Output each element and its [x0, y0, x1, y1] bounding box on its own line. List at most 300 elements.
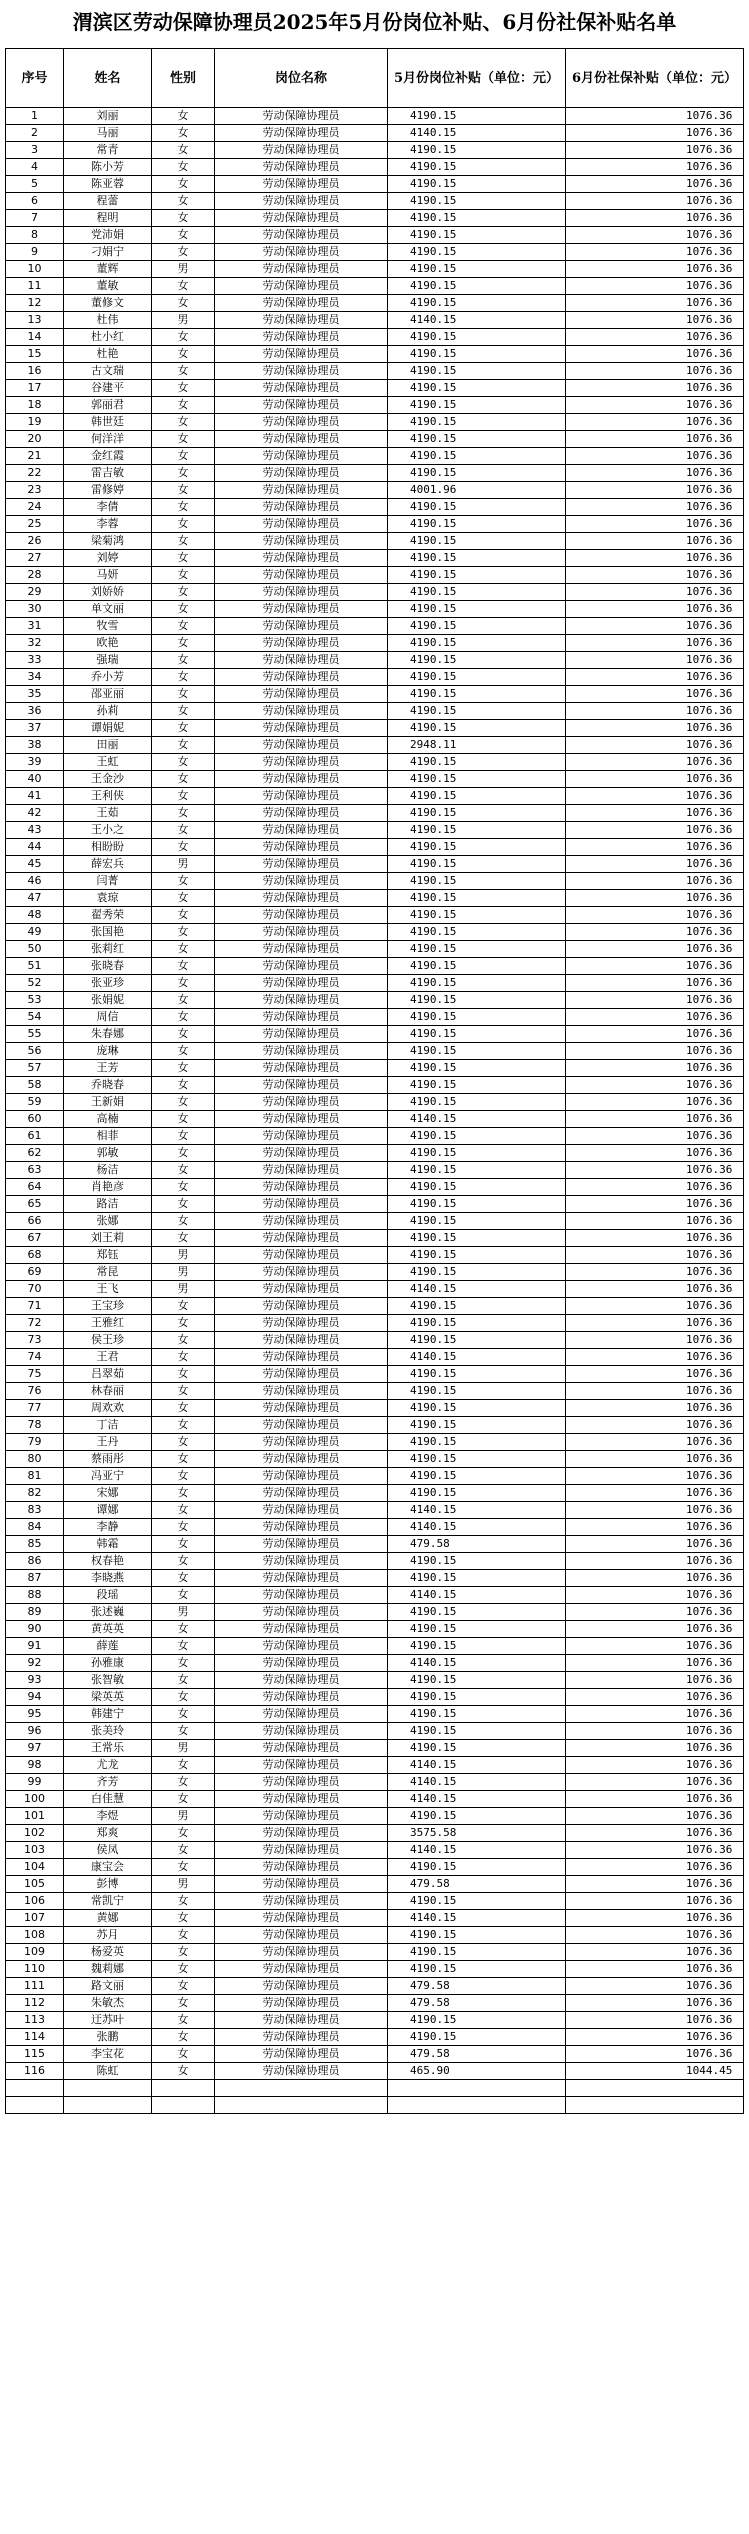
cell-name: 黄英英	[64, 1621, 152, 1638]
cell-june-social-subsidy: 1076.36	[566, 1196, 744, 1213]
cell-may-post-subsidy: 4140.15	[388, 1757, 566, 1774]
cell-name: 董敏	[64, 278, 152, 295]
table-row	[6, 754, 744, 771]
cell-june-social-subsidy: 1076.36	[566, 1604, 744, 1621]
cell-position: 劳动保障协理员	[215, 822, 388, 839]
table-row	[6, 2012, 744, 2029]
cell-index: 58	[6, 1077, 64, 1094]
cell-june-social-subsidy: 1076.36	[566, 142, 744, 159]
cell-name: 权春艳	[64, 1553, 152, 1570]
table-row	[6, 414, 744, 431]
cell-may-post-subsidy: 4190.15	[388, 176, 566, 193]
cell-name: 刘王莉	[64, 1230, 152, 1247]
cell-gender: 女	[152, 1077, 215, 1094]
cell-name: 常青	[64, 142, 152, 159]
table-row	[6, 890, 744, 907]
cell-index: 67	[6, 1230, 64, 1247]
cell-may-post-subsidy: 4190.15	[388, 261, 566, 278]
table-row	[6, 1876, 744, 1893]
cell-name: 董修文	[64, 295, 152, 312]
cell-position: 劳动保障协理员	[215, 1774, 388, 1791]
cell-june-social-subsidy: 1076.36	[566, 1026, 744, 1043]
cell-position: 劳动保障协理员	[215, 635, 388, 652]
cell-june-social-subsidy: 1076.36	[566, 1740, 744, 1757]
cell-may-post-subsidy: 4140.15	[388, 1842, 566, 1859]
cell-index: 55	[6, 1026, 64, 1043]
cell-index: 30	[6, 601, 64, 618]
cell-may-post-subsidy: 4140.15	[388, 1910, 566, 1927]
table-row	[6, 873, 744, 890]
cell-position: 劳动保障协理员	[215, 125, 388, 142]
cell-index: 63	[6, 1162, 64, 1179]
table-row	[6, 805, 744, 822]
table-row	[6, 1842, 744, 1859]
cell-index: 29	[6, 584, 64, 601]
cell-may-post-subsidy: 4190.15	[388, 975, 566, 992]
table-row	[6, 1179, 744, 1196]
cell-june-social-subsidy: 1076.36	[566, 1655, 744, 1672]
cell-gender: 女	[152, 1451, 215, 1468]
table-row	[6, 1723, 744, 1740]
cell-name: 欧艳	[64, 635, 152, 652]
cell-gender: 女	[152, 1587, 215, 1604]
cell-index: 21	[6, 448, 64, 465]
cell-gender: 女	[152, 1111, 215, 1128]
table-row	[6, 1128, 744, 1145]
cell-name: 金红霞	[64, 448, 152, 465]
cell-name: 白佳慧	[64, 1791, 152, 1808]
table-row	[6, 363, 744, 380]
cell-name: 单文丽	[64, 601, 152, 618]
cell-position: 劳动保障协理员	[215, 1978, 388, 1995]
table-row	[6, 278, 744, 295]
cell-name: 李宝花	[64, 2046, 152, 2063]
cell-june-social-subsidy: 1076.36	[566, 193, 744, 210]
cell-position: 劳动保障协理员	[215, 890, 388, 907]
cell-gender: 女	[152, 975, 215, 992]
table-row	[6, 261, 744, 278]
cell-june-social-subsidy: 1076.36	[566, 1774, 744, 1791]
table-row	[6, 465, 744, 482]
cell-name: 陈亚蓉	[64, 176, 152, 193]
cell-gender: 女	[152, 1910, 215, 1927]
cell-june-social-subsidy: 1076.36	[566, 958, 744, 975]
cell-may-post-subsidy: 4190.15	[388, 1621, 566, 1638]
cell-position: 劳动保障协理员	[215, 1162, 388, 1179]
cell-name: 张亚珍	[64, 975, 152, 992]
cell-name: 韩建宁	[64, 1706, 152, 1723]
cell-gender: 女	[152, 1315, 215, 1332]
cell-may-post-subsidy: 4140.15	[388, 1349, 566, 1366]
cell-gender: 女	[152, 669, 215, 686]
cell-index: 83	[6, 1502, 64, 1519]
cell-index: 61	[6, 1128, 64, 1145]
cell-gender: 女	[152, 1706, 215, 1723]
cell-june-social-subsidy: 1076.36	[566, 788, 744, 805]
cell-index: 64	[6, 1179, 64, 1196]
cell-gender: 女	[152, 193, 215, 210]
cell-may-post-subsidy: 4190.15	[388, 890, 566, 907]
cell-may-post-subsidy: 4190.15	[388, 397, 566, 414]
cell-june-social-subsidy: 1076.36	[566, 227, 744, 244]
cell-june-social-subsidy: 1076.36	[566, 1570, 744, 1587]
cell-index: 108	[6, 1927, 64, 1944]
cell-index: 82	[6, 1485, 64, 1502]
cell-gender: 女	[152, 142, 215, 159]
cell-gender: 女	[152, 737, 215, 754]
cell-index: 91	[6, 1638, 64, 1655]
cell-index: 52	[6, 975, 64, 992]
cell-name: 陈小芳	[64, 159, 152, 176]
cell-gender: 女	[152, 1893, 215, 1910]
cell-june-social-subsidy: 1076.36	[566, 363, 744, 380]
cell-gender: 女	[152, 1400, 215, 1417]
empty-cell	[6, 2080, 64, 2097]
cell-gender: 女	[152, 1570, 215, 1587]
empty-cell	[152, 2097, 215, 2114]
cell-name: 古文瑞	[64, 363, 152, 380]
cell-may-post-subsidy: 4190.15	[388, 363, 566, 380]
cell-name: 杨爱英	[64, 1944, 152, 1961]
cell-gender: 女	[152, 244, 215, 261]
cell-june-social-subsidy: 1076.36	[566, 754, 744, 771]
cell-position: 劳动保障协理员	[215, 1094, 388, 1111]
cell-gender: 女	[152, 329, 215, 346]
cell-index: 80	[6, 1451, 64, 1468]
cell-name: 薛莲	[64, 1638, 152, 1655]
table-row	[6, 329, 744, 346]
cell-position: 劳动保障协理员	[215, 1383, 388, 1400]
table-row	[6, 618, 744, 635]
cell-june-social-subsidy: 1076.36	[566, 465, 744, 482]
cell-name: 何洋洋	[64, 431, 152, 448]
table-row	[6, 992, 744, 1009]
cell-may-post-subsidy: 4190.15	[388, 278, 566, 295]
cell-name: 周欢欢	[64, 1400, 152, 1417]
table-row	[6, 771, 744, 788]
cell-june-social-subsidy: 1076.36	[566, 1825, 744, 1842]
table-row	[6, 1434, 744, 1451]
cell-position: 劳动保障协理员	[215, 329, 388, 346]
cell-index: 23	[6, 482, 64, 499]
cell-june-social-subsidy: 1076.36	[566, 1859, 744, 1876]
cell-name: 王新娟	[64, 1094, 152, 1111]
cell-gender: 女	[152, 1944, 215, 1961]
cell-index: 79	[6, 1434, 64, 1451]
cell-gender: 女	[152, 805, 215, 822]
cell-may-post-subsidy: 4190.15	[388, 1706, 566, 1723]
table-row	[6, 839, 744, 856]
cell-june-social-subsidy: 1076.36	[566, 431, 744, 448]
cell-june-social-subsidy: 1076.36	[566, 1094, 744, 1111]
cell-may-post-subsidy: 479.58	[388, 1978, 566, 1995]
cell-gender: 男	[152, 1264, 215, 1281]
cell-june-social-subsidy: 1076.36	[566, 1876, 744, 1893]
cell-may-post-subsidy: 4190.15	[388, 1961, 566, 1978]
cell-gender: 男	[152, 261, 215, 278]
cell-june-social-subsidy: 1076.36	[566, 601, 744, 618]
cell-may-post-subsidy: 4190.15	[388, 142, 566, 159]
table-row	[6, 1009, 744, 1026]
cell-name: 邵亚丽	[64, 686, 152, 703]
cell-index: 50	[6, 941, 64, 958]
table-row	[6, 1213, 744, 1230]
cell-may-post-subsidy: 4190.15	[388, 1026, 566, 1043]
cell-index: 18	[6, 397, 64, 414]
cell-index: 107	[6, 1910, 64, 1927]
cell-position: 劳动保障协理员	[215, 686, 388, 703]
cell-may-post-subsidy: 4190.15	[388, 567, 566, 584]
cell-index: 71	[6, 1298, 64, 1315]
cell-gender: 女	[152, 227, 215, 244]
cell-gender: 女	[152, 380, 215, 397]
cell-gender: 女	[152, 159, 215, 176]
cell-june-social-subsidy: 1076.36	[566, 1842, 744, 1859]
cell-june-social-subsidy: 1076.36	[566, 1451, 744, 1468]
table-row	[6, 1638, 744, 1655]
cell-index: 115	[6, 2046, 64, 2063]
cell-gender: 男	[152, 856, 215, 873]
cell-gender: 女	[152, 754, 215, 771]
cell-name: 王芳	[64, 1060, 152, 1077]
cell-june-social-subsidy: 1076.36	[566, 108, 744, 125]
cell-may-post-subsidy: 4190.15	[388, 1383, 566, 1400]
cell-name: 朱春娜	[64, 1026, 152, 1043]
cell-gender: 男	[152, 1808, 215, 1825]
empty-row	[6, 2080, 744, 2097]
cell-name: 郭丽君	[64, 397, 152, 414]
cell-june-social-subsidy: 1076.36	[566, 1281, 744, 1298]
cell-june-social-subsidy: 1044.45	[566, 2063, 744, 2080]
cell-may-post-subsidy: 2948.11	[388, 737, 566, 754]
table-row	[6, 1298, 744, 1315]
cell-june-social-subsidy: 1076.36	[566, 1536, 744, 1553]
cell-name: 谭娜	[64, 1502, 152, 1519]
cell-may-post-subsidy: 4190.15	[388, 1315, 566, 1332]
cell-may-post-subsidy: 4140.15	[388, 1519, 566, 1536]
cell-may-post-subsidy: 4140.15	[388, 1587, 566, 1604]
cell-position: 劳动保障协理员	[215, 1417, 388, 1434]
cell-index: 112	[6, 1995, 64, 2012]
cell-may-post-subsidy: 4190.15	[388, 516, 566, 533]
cell-name: 张莉红	[64, 941, 152, 958]
cell-gender: 女	[152, 414, 215, 431]
cell-june-social-subsidy: 1076.36	[566, 1621, 744, 1638]
cell-index: 8	[6, 227, 64, 244]
cell-name: 王雅红	[64, 1315, 152, 1332]
cell-gender: 女	[152, 550, 215, 567]
cell-index: 47	[6, 890, 64, 907]
cell-position: 劳动保障协理员	[215, 907, 388, 924]
cell-position: 劳动保障协理员	[215, 1519, 388, 1536]
cell-may-post-subsidy: 4190.15	[388, 805, 566, 822]
cell-name: 常凯宁	[64, 1893, 152, 1910]
cell-index: 49	[6, 924, 64, 941]
cell-index: 4	[6, 159, 64, 176]
cell-gender: 女	[152, 567, 215, 584]
table-row	[6, 1570, 744, 1587]
cell-name: 王利侠	[64, 788, 152, 805]
cell-index: 25	[6, 516, 64, 533]
cell-june-social-subsidy: 1076.36	[566, 1791, 744, 1808]
cell-gender: 女	[152, 1842, 215, 1859]
cell-index: 26	[6, 533, 64, 550]
cell-name: 王虹	[64, 754, 152, 771]
cell-gender: 女	[152, 346, 215, 363]
cell-gender: 男	[152, 1247, 215, 1264]
cell-position: 劳动保障协理员	[215, 108, 388, 125]
cell-gender: 女	[152, 2046, 215, 2063]
table-row	[6, 941, 744, 958]
cell-may-post-subsidy: 4190.15	[388, 1808, 566, 1825]
cell-gender: 女	[152, 465, 215, 482]
cell-index: 86	[6, 1553, 64, 1570]
cell-gender: 男	[152, 312, 215, 329]
cell-gender: 女	[152, 176, 215, 193]
cell-position: 劳动保障协理员	[215, 1366, 388, 1383]
cell-june-social-subsidy: 1076.36	[566, 1672, 744, 1689]
cell-june-social-subsidy: 1076.36	[566, 499, 744, 516]
cell-index: 44	[6, 839, 64, 856]
cell-index: 17	[6, 380, 64, 397]
cell-position: 劳动保障协理员	[215, 1672, 388, 1689]
table-row	[6, 975, 744, 992]
cell-position: 劳动保障协理员	[215, 1536, 388, 1553]
cell-name: 王小之	[64, 822, 152, 839]
cell-gender: 女	[152, 2029, 215, 2046]
table-row	[6, 1502, 744, 1519]
cell-index: 24	[6, 499, 64, 516]
cell-position: 劳动保障协理员	[215, 1859, 388, 1876]
cell-may-post-subsidy: 4190.15	[388, 1179, 566, 1196]
cell-june-social-subsidy: 1076.36	[566, 1689, 744, 1706]
table-row	[6, 1111, 744, 1128]
empty-cell	[388, 2080, 566, 2097]
cell-name: 张智敏	[64, 1672, 152, 1689]
cell-position: 劳动保障协理员	[215, 1077, 388, 1094]
table-row	[6, 448, 744, 465]
cell-june-social-subsidy: 1076.36	[566, 1944, 744, 1961]
cell-index: 109	[6, 1944, 64, 1961]
cell-june-social-subsidy: 1076.36	[566, 312, 744, 329]
cell-gender: 女	[152, 1774, 215, 1791]
cell-gender: 女	[152, 958, 215, 975]
cell-position: 劳动保障协理员	[215, 618, 388, 635]
table-row	[6, 227, 744, 244]
table-row	[6, 2046, 744, 2063]
cell-index: 110	[6, 1961, 64, 1978]
cell-may-post-subsidy: 4140.15	[388, 1111, 566, 1128]
table-row	[6, 1026, 744, 1043]
table-row	[6, 482, 744, 499]
cell-may-post-subsidy: 4190.15	[388, 1672, 566, 1689]
cell-name: 张晓春	[64, 958, 152, 975]
cell-may-post-subsidy: 4190.15	[388, 1145, 566, 1162]
cell-position: 劳动保障协理员	[215, 1791, 388, 1808]
cell-position: 劳动保障协理员	[215, 1604, 388, 1621]
cell-name: 朱敏杰	[64, 1995, 152, 2012]
cell-june-social-subsidy: 1076.36	[566, 1995, 744, 2012]
cell-position: 劳动保障协理员	[215, 1995, 388, 2012]
cell-name: 康宝会	[64, 1859, 152, 1876]
cell-index: 81	[6, 1468, 64, 1485]
cell-may-post-subsidy: 4190.15	[388, 2012, 566, 2029]
cell-may-post-subsidy: 4190.15	[388, 618, 566, 635]
cell-position: 劳动保障协理员	[215, 1400, 388, 1417]
cell-position: 劳动保障协理员	[215, 363, 388, 380]
cell-june-social-subsidy: 1076.36	[566, 1808, 744, 1825]
cell-may-post-subsidy: 4190.15	[388, 584, 566, 601]
cell-position: 劳动保障协理员	[215, 1485, 388, 1502]
cell-may-post-subsidy: 4190.15	[388, 1162, 566, 1179]
table-row	[6, 567, 744, 584]
cell-gender: 女	[152, 1553, 215, 1570]
cell-index: 9	[6, 244, 64, 261]
cell-index: 88	[6, 1587, 64, 1604]
cell-may-post-subsidy: 4190.15	[388, 992, 566, 1009]
cell-may-post-subsidy: 4190.15	[388, 1298, 566, 1315]
cell-index: 5	[6, 176, 64, 193]
cell-name: 张国艳	[64, 924, 152, 941]
cell-name: 陈虹	[64, 2063, 152, 2080]
cell-index: 89	[6, 1604, 64, 1621]
cell-position: 劳动保障协理员	[215, 1961, 388, 1978]
table-row	[6, 210, 744, 227]
cell-index: 104	[6, 1859, 64, 1876]
cell-index: 60	[6, 1111, 64, 1128]
cell-position: 劳动保障协理员	[215, 159, 388, 176]
cell-index: 101	[6, 1808, 64, 1825]
cell-index: 77	[6, 1400, 64, 1417]
cell-name: 王茹	[64, 805, 152, 822]
table-row	[6, 108, 744, 125]
cell-index: 7	[6, 210, 64, 227]
cell-name: 李蓉	[64, 516, 152, 533]
cell-name: 张美玲	[64, 1723, 152, 1740]
cell-position: 劳动保障协理员	[215, 448, 388, 465]
empty-cell	[215, 2097, 388, 2114]
cell-position: 劳动保障协理员	[215, 771, 388, 788]
cell-index: 96	[6, 1723, 64, 1740]
table-row	[6, 1077, 744, 1094]
cell-june-social-subsidy: 1076.36	[566, 941, 744, 958]
cell-gender: 女	[152, 1162, 215, 1179]
cell-june-social-subsidy: 1076.36	[566, 1757, 744, 1774]
table-row	[6, 601, 744, 618]
cell-june-social-subsidy: 1076.36	[566, 1638, 744, 1655]
cell-may-post-subsidy: 4190.15	[388, 1434, 566, 1451]
cell-name: 林春丽	[64, 1383, 152, 1400]
cell-may-post-subsidy: 3575.58	[388, 1825, 566, 1842]
cell-gender: 女	[152, 1757, 215, 1774]
cell-june-social-subsidy: 1076.36	[566, 618, 744, 635]
cell-name: 刘娇娇	[64, 584, 152, 601]
cell-gender: 女	[152, 1621, 215, 1638]
cell-gender: 女	[152, 873, 215, 890]
table-row	[6, 1281, 744, 1298]
cell-gender: 女	[152, 1978, 215, 1995]
cell-index: 97	[6, 1740, 64, 1757]
cell-gender: 女	[152, 1009, 215, 1026]
cell-gender: 女	[152, 839, 215, 856]
cell-may-post-subsidy: 4140.15	[388, 312, 566, 329]
cell-name: 强瑞	[64, 652, 152, 669]
cell-position: 劳动保障协理员	[215, 584, 388, 601]
cell-gender: 女	[152, 720, 215, 737]
cell-gender: 女	[152, 1043, 215, 1060]
cell-june-social-subsidy: 1076.36	[566, 1468, 744, 1485]
cell-may-post-subsidy: 479.58	[388, 1536, 566, 1553]
